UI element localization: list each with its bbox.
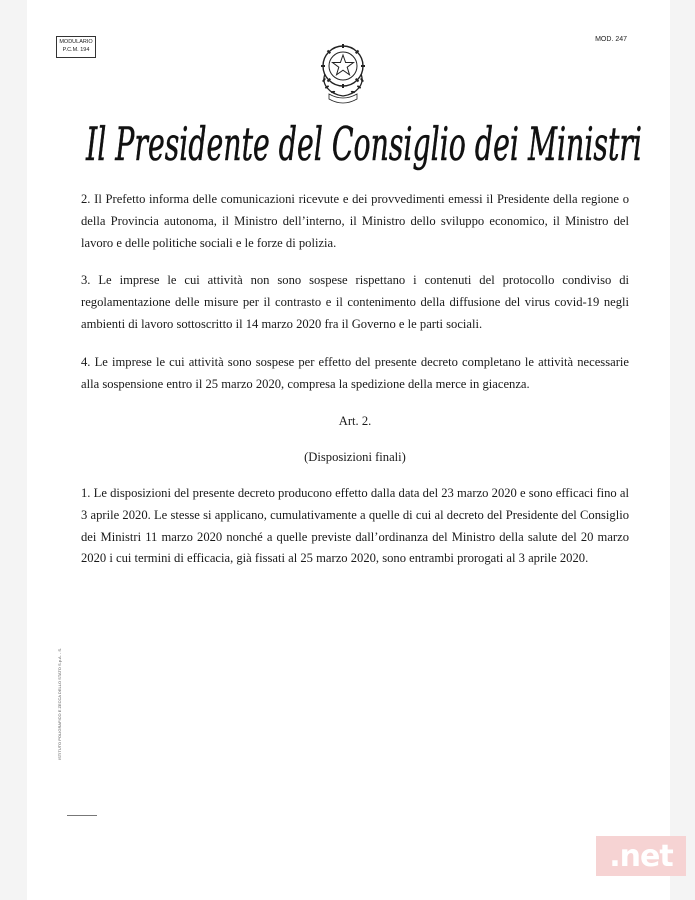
paragraph-4: 4. Le imprese le cui attività sono sospese per effetto del presente decreto completano le attività necessarie alla sospensione entro il 25 marzo 2020, compresa la spedizione della merce in giacenza. (81, 354, 629, 391)
footer-divider (67, 815, 97, 816)
modulario-label: MODULARIO (59, 39, 93, 45)
modulario-code: P.C.M. 194 (62, 47, 90, 53)
document-page (27, 0, 673, 900)
header-title-text: Il Presidente del Consiglio dei Ministri (85, 117, 643, 171)
final-paragraph: 1. Le disposizioni del presente decreto producono effetto dalla data del 23 marzo 2020 e sono efficaci fino al 3 aprile 2020. Le stesse si applicano, cumulativamente a quelle di cui al decreto del Presidente del Consiglio dei Ministri 11 marzo 2020 nonché a quelle previste dall’ordinanza del Ministro della salute del 20 marzo 2020 i cui termini di efficacia, già fissati al 25 marzo 2020, sono entrambi prorogati al 3 aprile 2020. (81, 485, 629, 566)
watermark-text: .net (609, 838, 673, 874)
paragraph-2: 2. Il Prefetto informa delle comunicazioni ricevute e dei provvedimenti emessi il Presidente della regione o della Provincia autonoma, il Ministro dell’interno, il Ministro dello sviluppo economico, il Ministro del lavoro e delle politiche sociali e le forze di polizia. (81, 192, 629, 250)
article-heading: Art. 2. (338, 414, 372, 429)
modulario-box (56, 36, 96, 58)
document-body (81, 189, 629, 586)
watermark-logo (596, 836, 686, 876)
side-note-text: ISTITUTO POLIGRAFICO E ZECCA DELLO STATO S.p.A. - S. (57, 647, 62, 760)
italian-emblem-icon (313, 36, 373, 104)
president-header-title (54, 104, 644, 186)
paragraph-3: 3. Le imprese le cui attività non sono sospese rispettano i contenuti del protocollo condiviso di regolamentazione delle misure per il contrasto e il contenimento della diffusione del virus covid-19 negli ambienti di lavoro sottoscritto il 14 marzo 2020 fra il Governo e le parti sociali. (81, 273, 629, 331)
printer-side-note (57, 647, 66, 760)
mod-number: MOD. 247 (595, 36, 627, 43)
article-subheading: (Disposizioni finali) (304, 450, 406, 465)
